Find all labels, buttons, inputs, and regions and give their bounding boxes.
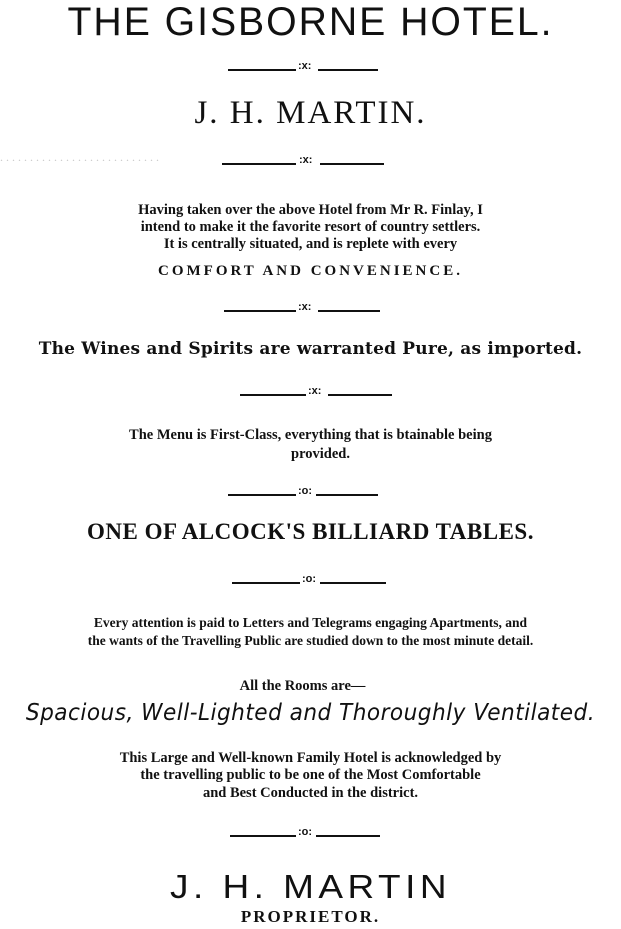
intro-line-3: It is centrally situated, and is replete with every (163, 236, 458, 252)
attention-line-2: the wants of the Travelling Public are studied down to the most minute detail. (87, 633, 534, 648)
advertisement-page: . . . . . . . . . . . . . . . . . . . . . . . . . . . THE GISBORNE HOTEL. :x: J. H. MARTIN. :x: Having taken over the above Hotel from Mr R. Finlay, I intend to make it the favorite resort of country settlers. It is centrally situated, and is replete with every COMFORT AND CONVENIENCE. :x: The Wines and Spirits are warranted Pure, as imported. :x: The Menu is First-Class, everything that is btainable being provided. :o: ONE OF ALCOCK'S BILLIARD TABLES. :o: Every attention is paid to Letters and Telegrams engaging Apartments, and the wants of the Travelling Public are studied down to the most minute detail. All the Rooms are— Spacious, Well-Lighted and Thoroughly Ventilated. This Large and Well-known Family Hotel is acknowledged by the travelling public to be one of the Most Comfortable and Best Conducted in the district. :o: J. H. MARTIN PROPRIETOR. (0, 0, 621, 929)
divider-x-1 (228, 60, 378, 74)
family-line-1: This Large and Well-known Family Hotel is acknowledged by (119, 750, 502, 766)
hotel-title: THE GISBORNE HOTEL. (67, 0, 554, 44)
divider-mark: :x: (308, 385, 322, 397)
intro-line-2: intend to make it the favorite resort of country settlers. (140, 219, 481, 235)
proprietor-name-footer: J. H. MARTIN (169, 868, 452, 905)
proprietor-name-heading: J. H. MARTIN. (194, 95, 427, 131)
intro-line-1: Having taken over the above Hotel from Mr R. Finlay, I (138, 202, 483, 218)
menu-line-2: provided. (291, 446, 350, 462)
family-line-2: the travelling public to be one of the Most Comfortable (140, 767, 481, 783)
billiard-line: ONE OF ALCOCK'S BILLIARD TABLES. (87, 519, 534, 544)
divider-x-3 (224, 301, 380, 315)
rooms-description: Spacious, Well-Lighted and Thoroughly Ventilated. (25, 700, 596, 726)
divider-mark: :o: (298, 485, 313, 497)
family-line-3: and Best Conducted in the district. (202, 785, 419, 801)
proprietor-title: PROPRIETOR. (240, 907, 381, 926)
divider-mark: :x: (298, 301, 312, 313)
divider-x-4 (240, 385, 392, 399)
divider-o-2 (232, 573, 386, 587)
wines-line: The Wines and Spirits are warranted Pure, as imported. (38, 339, 583, 359)
divider-mark: :o: (302, 573, 317, 585)
divider-x-2 (222, 154, 384, 168)
divider-mark: :o: (298, 826, 313, 838)
divider-o-3 (230, 826, 380, 840)
divider-mark: :x: (299, 154, 313, 166)
divider-o-1 (228, 485, 378, 499)
menu-line-1: The Menu is First-Class, everything that is btainable being (129, 427, 492, 443)
comfort-line: COMFORT AND CONVENIENCE. (158, 263, 463, 279)
divider-mark: :x: (298, 60, 312, 72)
rooms-intro: All the Rooms are— (239, 678, 366, 694)
attention-line-1: Every attention is paid to Letters and Telegrams engaging Apartments, and (93, 615, 528, 630)
